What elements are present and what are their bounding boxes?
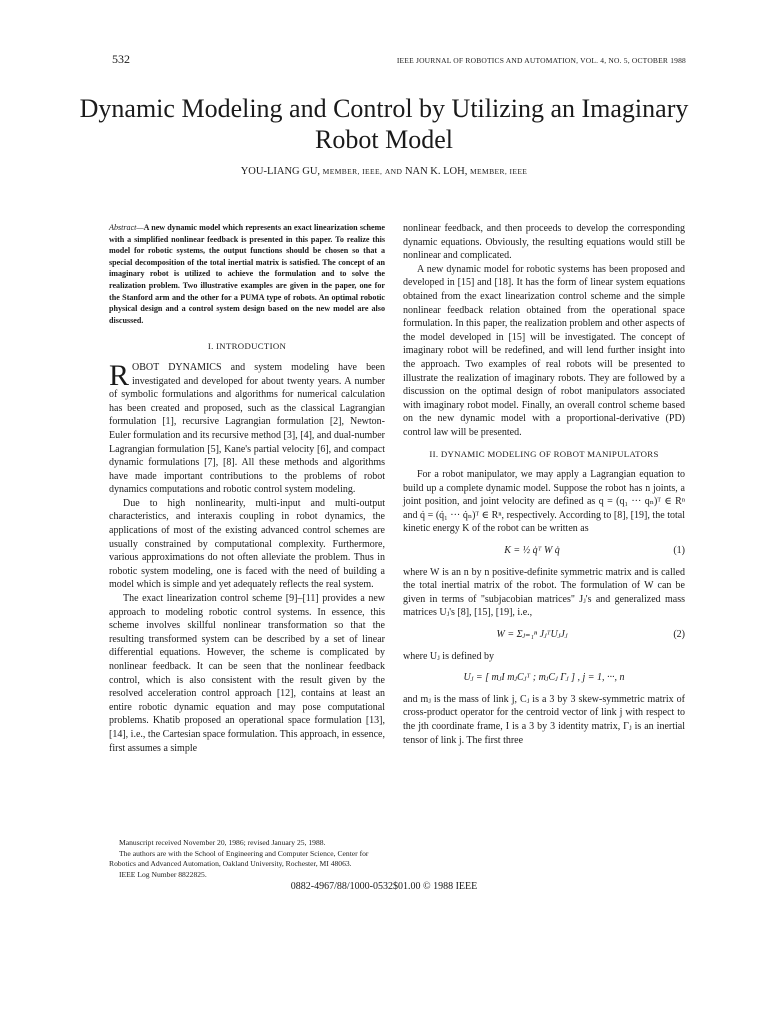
right-column <box>403 222 685 747</box>
section2-paragraph-2: where W is an n by n positive-definite symmetric matrix and is called the total inertial matrix of the robot. The formulation of W can be given in terms of "subjacobian matrices" Jⱼ's and generalized mass matrices Uⱼ's [8], [15], [19], i.e., <box>403 566 685 619</box>
footnote-log-number: IEEE Log Number 8822825. <box>119 869 207 879</box>
equation-2-body: W = Σⱼ₌₁ⁿ JⱼᵀUⱼJⱼ <box>496 629 568 641</box>
equation-3 <box>403 671 685 685</box>
paper-title: Dynamic Modeling and Control by Utilizing an Imaginary Robot Model <box>79 94 689 154</box>
section2-paragraph-3: where Uⱼ is defined by <box>403 650 494 662</box>
equation-3-body: Uⱼ = [ mⱼI mⱼCⱼᵀ ; mⱼCⱼ Γⱼ ] , j = 1, ···, n <box>463 672 625 684</box>
intro-paragraph-1 <box>109 358 385 497</box>
abstract-label: Abstract— <box>109 223 144 232</box>
equation-1 <box>403 544 685 558</box>
author-2-name: NAN K. LOH, <box>404 166 468 177</box>
equation-2-number: (2) <box>673 629 685 641</box>
copyright-footer: 0882-4967/88/1000-0532$01.00 © 1988 IEEE <box>290 881 478 892</box>
author-conjunction: AND <box>384 167 403 176</box>
author-line <box>60 166 708 177</box>
intro-paragraph-2: Due to high nonlinearity, multi-input and multi-output characteristics, and interaxis coupling in robot dynamics, the applications of most of the existing advanced control schemes are usually constrained by computational complexity. Furthermore, various approximations do not often alleviate the problem. Thus in robotic system modeling, one is faced with the need of building a model which is simple and yet adequately reflects the real system. <box>109 497 385 591</box>
intro-paragraph-1-text: OBOT DYNAMICS and system modeling have been investigated and developed for about twenty years. A number of symbolic formulations and algorithms for numerical calculation has been created and proposed, such as the classical Lagrangian formulation [1], recursive Lagrangian formulation [2], Newton-Euler formulation and its recursive method [3], [4], and dual-number Lagrangian formulation [5], Kane's partial velocity [6], and compact dynamic formulations [7], [8]. All these methods and algorithms have made important contributions to the problems of robot dynamics computations and robotic control system modeling. <box>109 361 385 496</box>
section2-paragraph-1: For a robot manipulator, we may apply a Lagrangian equation to build up a complete dynamic model. Suppose the robot has n joints, a joint position, and joint velocity are defined as q = (q₁ ··· qₙ)ᵀ ∈ Rⁿ and q̇ = (q̇₁ ··· q̇ₙ)ᵀ ∈ Rⁿ, respectively. According to [8], [19], the total kinetic energy K of the robot can be written as <box>403 469 685 535</box>
left-column <box>109 222 385 755</box>
section-heading-dynamic-modeling: II. DYNAMIC MODELING OF ROBOT MANIPULATORS <box>429 448 659 459</box>
footnote-affiliation: The authors are with the School of Engineering and Computer Science, Center for Robotics and Advanced Automation, Oakland University, Rochester, MI 48063. <box>109 848 369 869</box>
author-1-name: YOU-LIANG GU, <box>240 166 321 177</box>
equation-1-number: (1) <box>673 545 685 557</box>
abstract <box>109 222 385 326</box>
intro-paragraph-4: A new dynamic model for robotic systems has been proposed and developed in [15] and [18]. It has the form of linear system equations obtained from the exact linearization control scheme and the simple nonlinear feedback relation obtained from the operational space formulation. In this paper, the realization problem and other aspects of the model developed in [15] will be investigated. The concept of imaginary robot will be redefined, and will lend further insight into the approach. Two examples of real robots will be presented to illustrate the realization of imaginary robots. They are followed by a discussion on the optimal design of robot manipulators associated with imaginary robot model. Finally, an overall control scheme based on the new dynamic model with a proportional-derivative (PD) control law will be presented. <box>403 263 685 438</box>
page-number: 532 <box>112 52 130 66</box>
running-head: IEEE JOURNAL OF ROBOTICS AND AUTOMATION, VOL. 4, NO. 5, OCTOBER 1988 <box>396 56 686 65</box>
footnote-received: Manuscript received November 20, 1986; revised January 25, 1988. <box>119 838 326 847</box>
equation-2 <box>403 628 685 642</box>
section-heading-introduction: I. INTRODUCTION <box>207 341 287 352</box>
author-2-role: MEMBER, IEEE <box>469 167 528 176</box>
intro-paragraph-3: The exact linearization control scheme [9]–[11] provides a new approach to modeling robotic control systems. In essence, this scheme involves skillful nonlinear transformation so that the resulting transformed system can be described by a set of linear differential equations. However, the scheme is complicated by nonlinear feedback. It can be seen that the nonlinear feedback control, which is also consistent with the result given by the resolved acceleration control approach [12], contains at least an entire robotic dynamic equation and may pose computational problems. Khatib proposed an operational space formulation [13], [14], i.e., the Cartesian space formulation. This approach, in essence, first assumes a simple <box>109 593 385 754</box>
footnotes <box>109 838 385 880</box>
section2-paragraph-4: and mⱼ is the mass of link j, Cⱼ is a 3 by 3 skew-symmetric matrix of cross-product operator for the centroid vector of link j with respect to the jth coordinate frame, I is a 3 by 3 identity matrix, Γⱼ is an inertial tensor of link j. The first three <box>403 693 685 746</box>
equation-1-body: K = ½ q̇ᵀ W q̇ <box>504 545 560 557</box>
abstract-text: A new dynamic model which represents an exact linearization scheme with a simplified nonlinear feedback is presented in this paper. To realize this model for robotic systems, the output functions should be chosen so that a special decomposition of the total inertial matrix is satisfied. The concept of an imaginary robot is utilized to achieve the formulation and to solve the realization problem. Two illustrative examples are given in the paper, one for the Stanford arm and the other for a PUMA type of robots. An optimal robotic physical design and a control system design based on the new model are also discussed. <box>109 223 385 325</box>
author-1-role: MEMBER, IEEE, <box>322 167 383 176</box>
drop-cap: R <box>109 358 130 392</box>
intro-paragraph-continued: nonlinear feedback, and then proceeds to develop the corresponding dynamic equations. Obviously, the resulting equations would still be nonlinear and complicated. <box>403 223 685 262</box>
